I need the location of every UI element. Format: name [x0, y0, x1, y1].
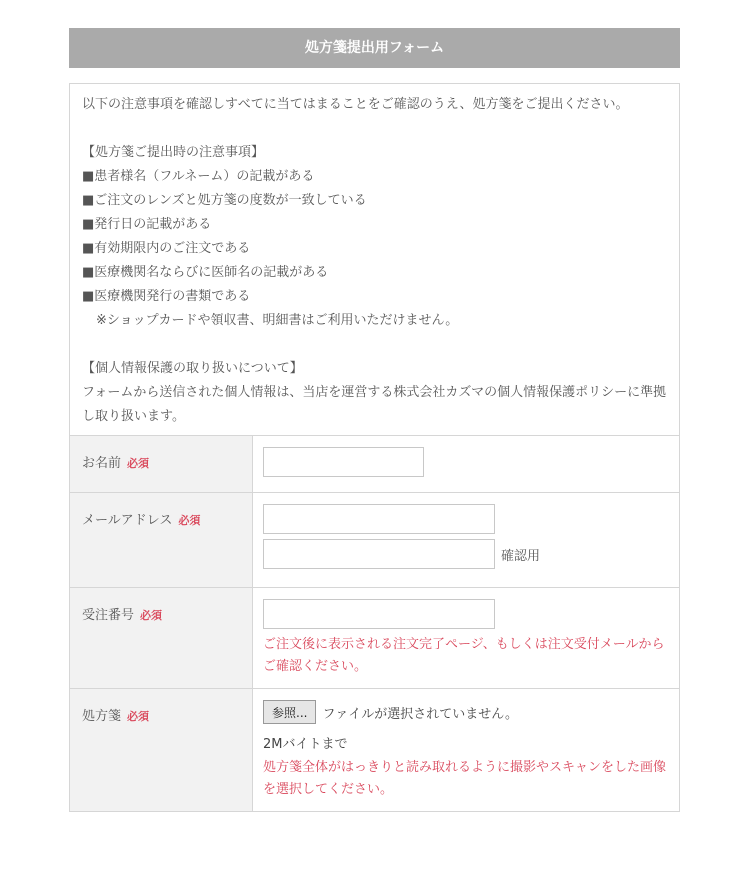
notice-intro: 以下の注意事項を確認しすべてに当てはまることをご確認のうえ、処方箋をご提出ください。 [82, 97, 629, 112]
notice-box [69, 83, 680, 435]
caution-item: ■医療機関名ならびに医師名の記載がある [82, 265, 329, 280]
caution-item: ■患者様名（フルネーム）の記載がある [82, 169, 315, 184]
required-badge: 必須 [178, 514, 201, 527]
required-badge: 必須 [127, 710, 150, 723]
caution-item: ■有効期限内のご注文である [82, 241, 251, 256]
file-size-note: 2Mバイトまで [263, 737, 348, 752]
caution-sub-note: ※ショップカードや領収書、明細書はご利用いただけません。 [96, 313, 459, 328]
caution-item: ■発行日の記載がある [82, 217, 212, 232]
prescription-form [69, 28, 680, 812]
browse-button[interactable]: 参照... [263, 700, 316, 724]
email-confirm-row [263, 539, 669, 569]
prescription-note: 処方箋全体がはっきりと読み取れるように撮影やスキャンをした画像を選択してください。 [263, 760, 667, 797]
name-row [70, 436, 680, 493]
form-table [69, 435, 680, 812]
privacy-text: フォームから送信された個人情報は、当店を運営する株式会社カズマの個人情報保護ポリシーに準拠し取り扱います。 [82, 385, 667, 424]
email-row [70, 493, 680, 588]
required-badge: 必須 [140, 609, 163, 622]
email-label-cell [70, 493, 253, 588]
caution-heading: 【処方箋ご提出時の注意事項】 [82, 145, 265, 160]
prescription-label-cell [70, 689, 253, 812]
order-number-field-cell [253, 588, 680, 689]
order-number-row [70, 588, 680, 689]
file-picker [263, 700, 669, 724]
form-title: 処方箋提出用フォーム [69, 28, 680, 68]
order-number-input[interactable] [263, 599, 495, 629]
order-number-label-cell [70, 588, 253, 689]
name-label-cell [70, 436, 253, 493]
name-label: お名前 [82, 456, 122, 471]
email-label: メールアドレス [82, 513, 173, 528]
order-number-label: 受注番号 [82, 608, 135, 623]
email-field-cell [253, 493, 680, 588]
prescription-field-cell [253, 689, 680, 812]
order-number-note: ご注文後に表示される注文完了ページ、もしくは注文受付メールからご確認ください。 [263, 637, 665, 674]
privacy-heading: 【個人情報保護の取り扱いについて】 [82, 361, 303, 376]
email-confirm-input[interactable] [263, 539, 495, 569]
prescription-row [70, 689, 680, 812]
required-badge: 必須 [127, 457, 150, 470]
file-status: ファイルが選択されていません。 [322, 706, 518, 722]
prescription-label: 処方箋 [82, 709, 122, 724]
email-input[interactable] [263, 504, 495, 534]
name-input[interactable] [263, 447, 424, 477]
caution-item: ■医療機関発行の書類である [82, 289, 251, 304]
name-field-cell [253, 436, 680, 493]
email-confirm-suffix: 確認用 [501, 548, 541, 564]
caution-item: ■ご注文のレンズと処方箋の度数が一致している [82, 193, 367, 208]
